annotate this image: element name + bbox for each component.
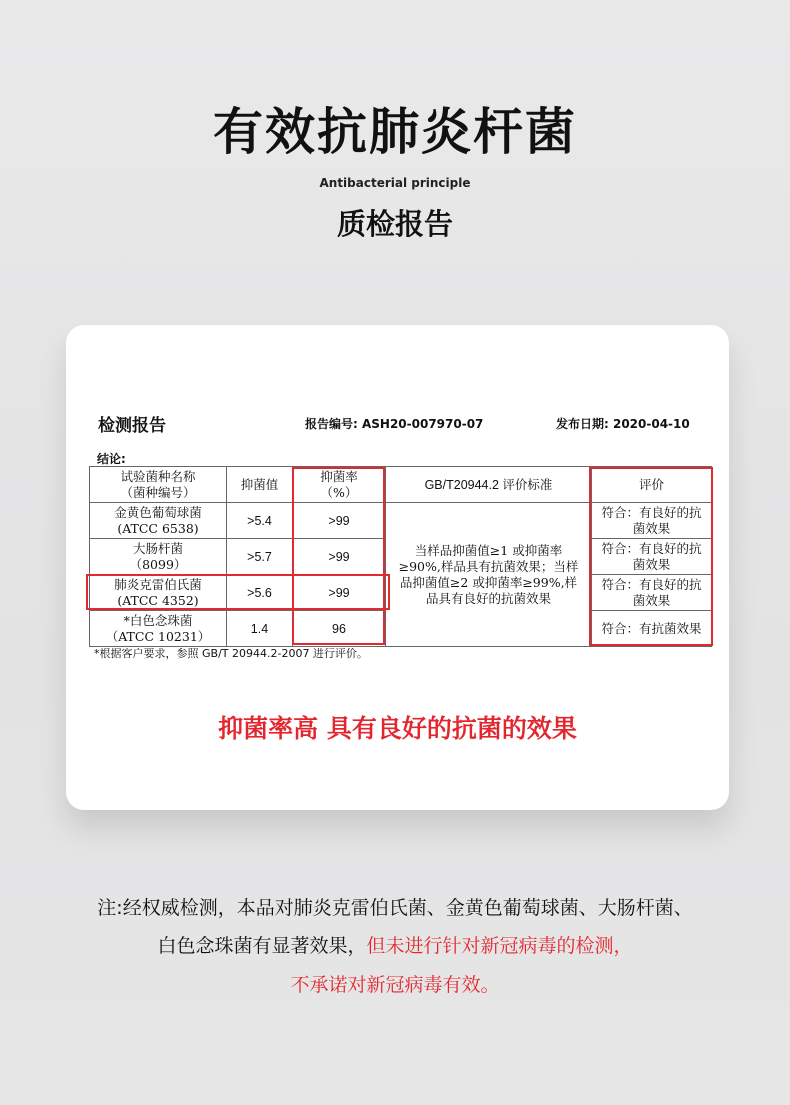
header-standard: GB/T20944.2 评价标准 — [386, 467, 592, 503]
evaluation-line: 菌效果 — [632, 592, 671, 608]
inhibition-value: >5.6 — [227, 575, 293, 611]
evaluation-line: 符合：有良好的抗 — [601, 504, 702, 520]
evaluation-line: 符合：有良好的抗 — [601, 576, 702, 592]
header-evaluation: 评价 — [592, 467, 712, 503]
header-rate-line1: 抑菌率 — [320, 468, 358, 484]
strain-cell — [90, 503, 227, 539]
note-line-2 — [0, 931, 790, 958]
section-subtitle: 质检报告 — [336, 207, 453, 241]
inhibition-rate: 96 — [293, 611, 386, 647]
report-number: 报告编号: ASH20-007970-07 — [305, 417, 484, 431]
report-footnote: *根据客户要求，参照 GB/T 20944.2-2007 进行评价。 — [94, 648, 368, 660]
strain-code: (ATCC 4352) — [117, 592, 199, 608]
inhibition-value: >5.7 — [227, 539, 293, 575]
card-slogan: 抑菌率高 具有良好的抗菌的效果 — [218, 714, 577, 743]
note-line-1: 注:经权威检测，本品对肺炎克雷伯氏菌、金黄色葡萄球菌、大肠杆菌、 — [97, 897, 693, 919]
standard-cell — [386, 503, 592, 647]
note-line-3: 不承诺对新冠病毒有效。 — [290, 974, 500, 996]
note-line-2-red: 但未进行针对新冠病毒的检测， — [366, 935, 633, 957]
standard-line: 当样品抑菌值≥1 或抑菌率 — [414, 542, 563, 558]
report-title: 检测报告 — [98, 416, 166, 436]
header-rate-line2: （%） — [320, 484, 358, 500]
strain-code: （ATCC 10231） — [105, 628, 211, 644]
english-subtitle: Antibacterial principle — [319, 176, 471, 190]
note-line-2-black: 白色念珠菌有显著效果， — [157, 935, 367, 957]
report-card — [66, 325, 729, 810]
strain-name: 金黄色葡萄球菌 — [114, 504, 202, 520]
header-strain-name-line2: （菌种编号） — [120, 484, 196, 500]
evaluation-line: 菌效果 — [632, 556, 671, 572]
header-inhibition-value: 抑菌值 — [227, 467, 293, 503]
strain-name: 肺炎克雷伯氏菌 — [114, 576, 202, 592]
strain-name: *白色念珠菌 — [123, 612, 193, 628]
strain-code: （8099） — [129, 556, 187, 572]
standard-line: ≥90%,样品具有抗菌效果；当样 — [398, 558, 579, 574]
evaluation-line: 符合：有抗菌效果 — [601, 620, 702, 636]
standard-line: 品具有良好的抗菌效果 — [425, 590, 551, 606]
klebsiella-row-highlight — [86, 574, 390, 610]
header-strain-name — [90, 467, 227, 503]
strain-cell — [90, 539, 227, 575]
page-title: 有效抗肺炎杆菌 — [213, 103, 577, 161]
standard-line: 品抑菌值≥2 或抑菌率≥99%,样 — [399, 574, 578, 590]
inhibition-value: >5.4 — [227, 503, 293, 539]
evaluation-column-highlight — [589, 467, 713, 646]
report-header — [98, 411, 718, 435]
inhibition-value: 1.4 — [227, 611, 293, 647]
header-strain-name-line1: 试验菌种名称 — [120, 468, 196, 484]
report-date: 发布日期: 2020-04-10 — [556, 417, 690, 431]
strain-cell — [90, 611, 227, 647]
strain-code: (ATCC 6538) — [117, 520, 199, 536]
evaluation-line: 符合：有良好的抗 — [601, 540, 702, 556]
inhibition-rate: >99 — [293, 539, 386, 575]
inhibition-rate: >99 — [293, 503, 386, 539]
evaluation-line: 菌效果 — [632, 520, 671, 536]
rate-column-highlight — [292, 467, 385, 645]
inhibition-rate: >99 — [293, 575, 386, 611]
conclusion-label: 结论: — [97, 452, 126, 466]
strain-name: 大肠杆菌 — [132, 540, 183, 556]
